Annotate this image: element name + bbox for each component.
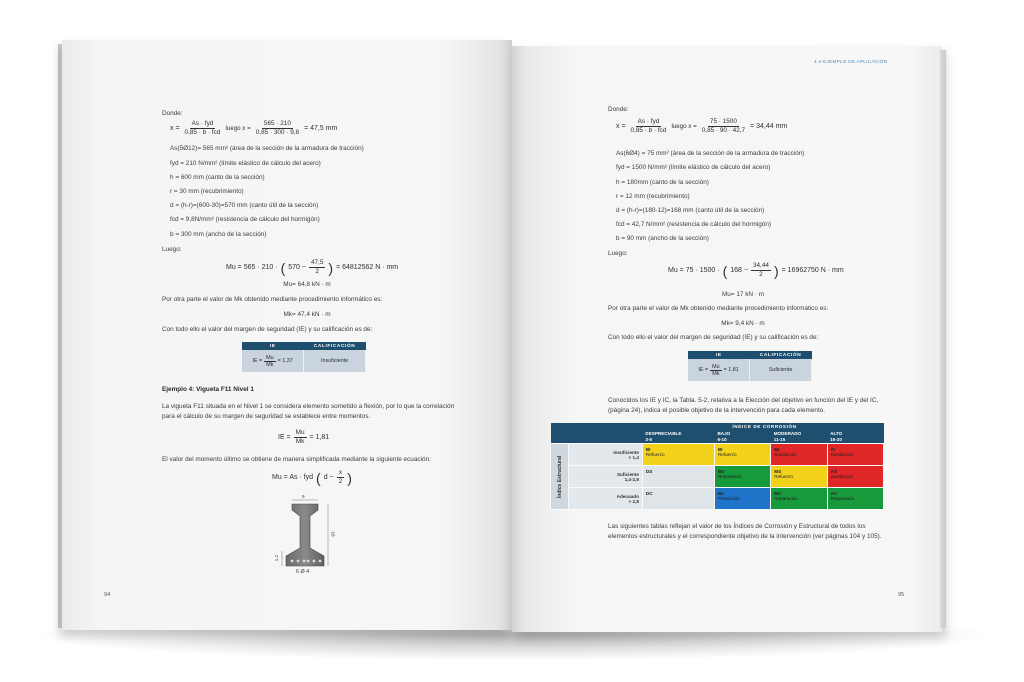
eq-x-lhs-right: x = xyxy=(616,123,626,130)
eq-x-fraction xyxy=(183,120,223,137)
eq-x-result: = 47,5 mm xyxy=(304,125,338,132)
cell-text: Refuerzo xyxy=(774,474,793,479)
ie-formula-cell xyxy=(242,350,304,372)
eq-x-fraction2-right xyxy=(700,118,747,135)
col-range: 11-15 xyxy=(773,437,786,442)
obj-col-header xyxy=(771,431,827,444)
ie-formula-cell xyxy=(688,359,750,381)
cell-code: BI xyxy=(645,447,651,452)
ie-col-header: IE xyxy=(242,342,304,350)
cell-code: MC xyxy=(774,491,782,496)
mu-eq-den: 2 xyxy=(315,268,319,275)
running-header: 4.4-EJEMPLO DE APLICACIÓN xyxy=(814,59,888,64)
obj-cell xyxy=(827,444,883,466)
page-number-right: 95 xyxy=(898,592,905,598)
ie2-value: = 1,81 xyxy=(309,434,330,441)
def-item: r = 30 mm (recubrimiento) xyxy=(170,188,244,195)
def-item: d = (h-r)=(180-12)=168 mm (canto útil de la sección) xyxy=(616,207,765,214)
mu-eq-fraction xyxy=(309,259,325,276)
eq-x-fraction-2 xyxy=(254,120,301,137)
eq-x-fraction-right xyxy=(629,118,669,135)
obj-row-label xyxy=(569,488,643,510)
ie-num: Mu xyxy=(266,354,274,361)
col-name: MODERADO xyxy=(773,431,802,436)
donde-label-right: Donde: xyxy=(608,106,629,113)
eq-x-den-right: 0,85 · b · fcd xyxy=(630,127,667,134)
ie2-num: Mu xyxy=(295,429,305,436)
cell-code: MS xyxy=(774,469,782,474)
ie-lhs: IE = xyxy=(252,358,263,364)
eq-x-num2: 565 · 210 xyxy=(263,120,291,127)
cell-code: AI xyxy=(830,447,836,452)
donde-label: Donde: xyxy=(162,110,183,117)
ie-intro: Con todo ello el valor del margen de seguridad (IE) y su calificación es de: xyxy=(162,326,373,333)
obj-cell xyxy=(771,488,827,510)
calificacion-col-header: CALIFICACIÓN xyxy=(304,342,366,350)
ie2-den: Mk xyxy=(295,438,305,445)
ejemplo-title: Ejemplo 4: Vigueta F11 Nivel 1 xyxy=(162,386,254,393)
row-range: > 2,8 xyxy=(628,498,639,504)
obj-cell xyxy=(642,466,714,488)
paren-close-right: ) xyxy=(773,262,779,279)
eq-x-lhs: x = xyxy=(170,125,180,132)
mu-eq-den-right: 2 xyxy=(759,271,763,278)
cell-code: BI xyxy=(717,447,723,452)
equation-x xyxy=(170,120,337,137)
cell-text: Refuerzo xyxy=(645,452,665,457)
def-item: d = (h-r)=(600-30)=570 mm (canto útil de la sección) xyxy=(170,202,319,209)
left-page xyxy=(62,40,512,630)
mu-eq-a: Mu = 565 · 210 · xyxy=(226,264,278,271)
obj-cell xyxy=(827,466,883,488)
eq-luego-right: luego x = xyxy=(671,123,697,130)
row-range: 1,4-2,8 xyxy=(624,476,639,482)
obj-row-label xyxy=(569,466,643,488)
obj-corner xyxy=(551,423,643,444)
eq-x-num2-right: 75 · 1500 xyxy=(709,118,737,125)
mu-eq-fraction-right xyxy=(751,262,771,279)
def-item: fcd = 42,7 N/mm² (resistencia de cálculo del hormigón) xyxy=(616,221,772,228)
def-item: fyd = 210 N/mm² (límite elástico de cálculo del acero) xyxy=(170,160,321,167)
paren-close: ) xyxy=(328,259,334,276)
beam-dim-left: 1.2 xyxy=(274,554,280,562)
paren-open-2: ( xyxy=(316,469,321,486)
mu-simple-a: Mu = As · fyd xyxy=(272,474,314,481)
equation-mu-right xyxy=(668,262,844,279)
mu-eq-b-right: 168 − xyxy=(730,267,748,274)
col-range: 3-5 xyxy=(645,437,653,442)
row-label: Adecuado xyxy=(616,493,639,499)
col-name: DESPRECIABLE xyxy=(645,431,682,436)
col-name: BAJO xyxy=(717,431,731,436)
beam-dim-top: 9 xyxy=(302,494,305,499)
cell-code: DS xyxy=(645,469,653,474)
def-item: h = 180mm (canto de la sección) xyxy=(616,179,709,186)
moment-intro: El valor del momento último se obtiene de manera simplificada mediante la siguiente ecuación: xyxy=(162,456,431,463)
obj-cell xyxy=(771,466,827,488)
obj-cell xyxy=(714,444,770,466)
cell-text: Sustitución xyxy=(830,452,854,457)
eq-x-den: 0,85 · b · fcd xyxy=(184,129,221,136)
objective-table xyxy=(550,423,884,510)
cell-text: Reparación xyxy=(717,474,742,479)
cell-code: MI xyxy=(774,447,780,452)
obj-col-header xyxy=(827,431,883,444)
ie-result-table xyxy=(242,342,366,372)
def-item: r = 12 mm (recubrimiento) xyxy=(616,193,690,200)
mu-eq-b: 570 − xyxy=(288,264,306,271)
cell-text: Protección xyxy=(717,496,740,501)
eq-x-den2-right: 0,85 · 90 · 42,7 xyxy=(701,127,746,134)
beam-rebar-label: 6 Ø 4 xyxy=(296,569,310,575)
equation-ie2 xyxy=(278,429,329,446)
cell-text: Reparación xyxy=(774,496,798,501)
def-item: fcd = 9,8N/mm² (resistencia de cálculo del hormigón) xyxy=(170,216,320,223)
def-item: fyd = 1500 N/mm² (límite elástico de cálculo del acero) xyxy=(616,164,771,171)
mu-eq-c-right: = 16962750 N · mm xyxy=(781,267,844,274)
eq-x-result-right: = 34,44 mm xyxy=(750,123,788,130)
cell-text: Sustitución xyxy=(830,474,854,479)
eq-x-num-right: As · fyd xyxy=(637,118,660,125)
obj-cell xyxy=(642,488,714,510)
mu-value-right: Mu= 17 kN · m xyxy=(721,291,765,298)
mu-eq-c: = 64812562 N · mm xyxy=(336,264,399,271)
mu-simple-b: d − xyxy=(323,474,334,481)
final-paragraph: Las siguientes tablas reflejan el valor de los Índices de Corrosión y Estructural de todos los elementos estructurales y el correspondiente objetivo de la intervención (ver páginas 104 y 105). xyxy=(608,523,882,540)
vertical-label-text: Índice Estructural xyxy=(556,455,563,498)
obj-header-top: ÍNDICE DE CORROSIÓN xyxy=(642,423,883,431)
cell-text: Reparación xyxy=(830,496,855,501)
mu-simple-num: x xyxy=(338,469,343,476)
row-range: < 1,4 xyxy=(628,454,639,460)
col-range: 6-10 xyxy=(717,437,727,442)
calificacion-cell: Suficiente xyxy=(750,359,812,381)
mu-value: Mu= 64,8 kN · m xyxy=(283,281,331,288)
obj-row-label xyxy=(569,444,643,466)
obj-cell xyxy=(771,444,827,466)
calificacion-col-header: CALIFICACIÓN xyxy=(750,351,812,359)
luego-label: Luego: xyxy=(162,246,182,253)
mu-eq-a-right: Mu = 75 · 1500 · xyxy=(668,267,720,274)
obj-col-header xyxy=(642,431,714,444)
mu-eq-num-right: 34,44 xyxy=(752,262,769,269)
calificacion-cell: Insuficiente xyxy=(304,350,366,372)
ie-num: Mu xyxy=(712,363,720,370)
def-item: As(6Ø4) = 75 mm² (área de la sección de la armadura de tracción) xyxy=(616,150,805,157)
right-page xyxy=(512,46,942,632)
obj-cell xyxy=(714,466,770,488)
obj-cell xyxy=(642,444,714,466)
equation-mu-simple xyxy=(272,469,352,486)
ie-col-header: IE xyxy=(688,351,750,359)
obj-vertical-label xyxy=(551,444,569,510)
ie-value: = 1,81 xyxy=(723,367,739,373)
beam-dim-side: 18 xyxy=(330,531,336,537)
equation-x-right xyxy=(616,118,787,135)
row-label: Insuficiente xyxy=(613,449,639,455)
cell-code: DC xyxy=(645,491,653,496)
paren-close-2: ) xyxy=(347,469,352,486)
page-stack-right xyxy=(940,50,946,628)
mk-value: Mk= 47,4 kN · m xyxy=(283,311,331,318)
conocidos-paragraph: Conocidos los IE y IC, la Tabla. 5-2, relativa a la Elección del objetivo en función del IE y del IC, (página 24), indica el posible objetivo de la intervención para cada elemento. xyxy=(608,397,879,414)
def-item: b = 300 mm (ancho de la sección) xyxy=(170,231,267,238)
mk-intro: Por otra parte el valor de Mk obtenido mediante procedimiento informático es: xyxy=(162,296,383,303)
ie-result-table-right xyxy=(688,351,812,381)
ie-value: = 1,37 xyxy=(277,358,293,364)
mu-simple-den: 2 xyxy=(338,478,343,485)
ie2-fraction xyxy=(294,429,307,446)
eq-x-num: As · fyd xyxy=(191,120,214,127)
obj-col-header xyxy=(714,431,770,444)
paren-open-right: ( xyxy=(722,262,728,279)
page-number-left: 94 xyxy=(104,592,111,598)
obj-cell xyxy=(827,488,883,510)
cell-code: BC xyxy=(717,491,725,496)
cell-code: AC xyxy=(830,491,838,496)
cell-text: Sustitución xyxy=(774,452,797,457)
eq-x-den2: 0,85 · 300 · 9,8 xyxy=(255,129,300,136)
mk-value-right: Mk= 9,4 kN · m xyxy=(721,320,765,327)
def-item: As(5Ø12)= 565 mm² (área de la sección de la armadura de tracción) xyxy=(170,145,364,152)
cell-code: BS xyxy=(717,469,725,474)
col-range: 16-20 xyxy=(830,437,842,442)
ejemplo-paragraph: La vigueta F11 situada en el Nivel 1 se considera elemento sometido a flexión, por lo que la correlación para el cálculo de su margen de seguridad se establece entre momentos. xyxy=(162,403,455,420)
obj-cell xyxy=(714,488,770,510)
row-label: Suficiente xyxy=(616,471,639,477)
luego-label-right: Luego: xyxy=(608,250,628,257)
equation-mu xyxy=(226,259,398,276)
ie-intro-right: Con todo ello el valor del margen de seguridad (IE) y su calificación es de: xyxy=(608,334,819,341)
beam-section-svg xyxy=(274,496,344,578)
eq-luego: luego x = xyxy=(225,125,251,132)
ie2-lhs: IE = xyxy=(278,434,291,441)
def-item: b = 90 mm (ancho de la sección) xyxy=(616,235,709,242)
def-item: h = 600 mm (canto de la sección) xyxy=(170,174,265,181)
cell-code: AS xyxy=(830,469,838,474)
ie-den: Mk xyxy=(266,361,274,368)
mu-simple-fraction xyxy=(337,469,345,486)
paren-open: ( xyxy=(280,259,286,276)
mu-eq-num: 47,5 xyxy=(310,259,324,266)
ie-lhs: IE = xyxy=(698,367,709,373)
beam-section-drawing xyxy=(274,496,344,578)
cell-text: Refuerzo xyxy=(717,452,737,457)
mk-intro-right: Por otra parte el valor de Mk obtenido mediante procedimiento informático es: xyxy=(608,305,829,312)
ie-den: Mk xyxy=(712,370,720,377)
col-name: ALTO xyxy=(830,431,843,436)
